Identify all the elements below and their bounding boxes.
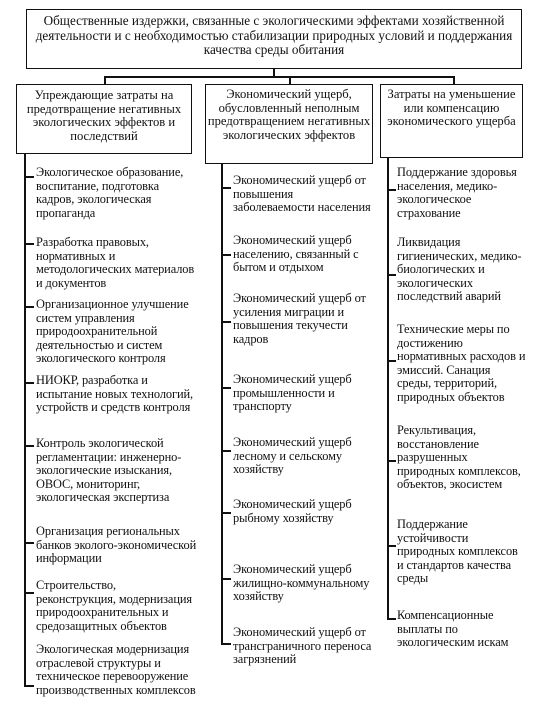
- column-2-branch: [221, 643, 231, 645]
- column-2-branch: [221, 254, 231, 256]
- column-header-label: Затраты на уменьшение или компенсацию экономического ущерба: [387, 87, 516, 129]
- damage-item: Экономический ущерб лесному и сельскому хозяйству: [233, 435, 352, 477]
- preventive-item: Контроль экологической регламентации: инженерно-экологические изыскания, ОВОС, мониторинг, экологическая экспертиза: [36, 436, 182, 505]
- preventive-item: Разработка правовых, нормативных и методологических материалов и документов: [36, 235, 195, 290]
- compensation-item: Поддержание устойчивости природных комплексов и стандартов качества среды: [397, 517, 518, 586]
- column-1-branch: [24, 306, 34, 308]
- column-header-preventive-costs: [16, 84, 192, 154]
- column-1-branch: [24, 382, 34, 384]
- column-1-branch: [24, 592, 34, 594]
- damage-item: Экономический ущерб рыбному хозяйству: [233, 497, 352, 525]
- column-header-compensation-costs: [380, 84, 523, 158]
- column-2-branch: [221, 387, 231, 389]
- column-2-branch: [221, 187, 231, 189]
- preventive-item: Организационное улучшение систем управления природоохранительной деятельностью и систем экологического контроля: [36, 297, 189, 366]
- column-1-branch: [24, 445, 34, 447]
- column-2-branch: [221, 512, 231, 514]
- column-3-branch: [387, 189, 396, 191]
- connector-col2-down: [289, 76, 291, 84]
- damage-item: Экономический ущерб от усиления миграции и повышения текучести кадров: [233, 291, 366, 346]
- column-3-branch: [387, 460, 396, 462]
- compensation-item: Рекультивация, восстановление разрушенных природных комплексов, объектов, экосистем: [397, 423, 521, 492]
- column-header-label: Упреждающие затраты на предотвращение негативных экологических эффектов и последствий: [26, 88, 182, 143]
- column-1-branch: [24, 685, 34, 687]
- damage-item: Экономический ущерб жилищно-коммунальному хозяйству: [233, 562, 370, 604]
- column-2-spine: [221, 164, 223, 644]
- column-2-branch: [221, 450, 231, 452]
- root-title: Общественные издержки, связанные с экологическими эффектами хозяйственной деятельности и с необходимостью стабилизации природных условий и поддержания качества среды обитания: [35, 13, 513, 57]
- column-1-branch: [24, 176, 34, 178]
- column-3-branch: [387, 274, 396, 276]
- column-2-branch: [221, 321, 231, 323]
- preventive-item: Экологическое образование, воспитание, подготовка кадров, экологическая пропаганда: [36, 165, 184, 220]
- preventive-item: Экологическая модернизация отраслевой структуры и техническое перевооружение производственных комплексов: [36, 642, 196, 697]
- column-3-branch: [387, 545, 396, 547]
- column-1-branch: [24, 243, 34, 245]
- damage-item: Экономический ущерб от трансграничного переноса загрязнений: [233, 625, 372, 667]
- compensation-item: Компенсационные выплаты по экологическим искам: [397, 608, 509, 650]
- preventive-item: Строительство, реконструкция, модернизация природоохранительных и средозащитных объектов: [36, 578, 192, 633]
- column-3-branch: [387, 360, 396, 362]
- damage-item: Экономический ущерб населению, связанный с бытом и отдыхом: [233, 233, 359, 275]
- root-box: [26, 9, 522, 69]
- column-header-label: Экономический ущерб, обусловленный неполным предотвращением негативных экологических эффектов: [207, 87, 371, 142]
- connector-col3-down: [453, 76, 455, 84]
- preventive-item: НИОКР, разработка и испытание новых технологий, устройств и средств контроля: [36, 373, 194, 415]
- compensation-item: Ликвидация гигиенических, медико-биологических и экологических последствий аварий: [397, 235, 522, 304]
- column-2-branch: [221, 578, 231, 580]
- column-header-economic-damage: [205, 84, 373, 164]
- compensation-item: Технические меры по достижению нормативных расходов и эмиссий. Санация среды, территорий, природных объектов: [397, 322, 526, 404]
- column-1-branch: [24, 542, 34, 544]
- connector-col1-down: [104, 76, 106, 84]
- connector-horizontal: [104, 76, 454, 78]
- compensation-item: Поддержание здоровья населения, медико-экологическое страхование: [397, 165, 517, 220]
- damage-item: Экономический ущерб от повышения заболеваемости населения: [233, 173, 371, 215]
- damage-item: Экономический ущерб промышленности и транспорту: [233, 372, 352, 414]
- preventive-item: Организация региональных банков эколого-экономической информации: [36, 524, 197, 566]
- column-3-spine: [387, 158, 389, 619]
- column-3-branch: [387, 618, 396, 620]
- column-1-spine: [24, 154, 26, 686]
